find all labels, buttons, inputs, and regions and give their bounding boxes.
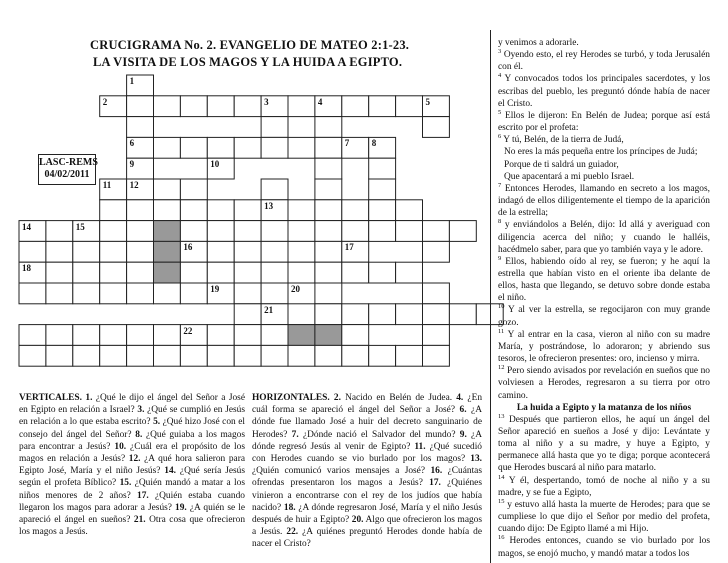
grid-cell[interactable] (19, 241, 46, 262)
grid-number: 17 (344, 242, 354, 253)
grid-cell[interactable] (315, 200, 342, 221)
clue-number: 7. (291, 429, 299, 440)
clue-number: 15. (119, 478, 132, 489)
clue-text: ¿Quién comunicó varios mensajes a José? (252, 466, 431, 477)
grid-cell[interactable] (449, 221, 476, 242)
grid-cell[interactable] (261, 179, 288, 200)
verse-number: 16 (498, 534, 505, 542)
grid-cell[interactable] (369, 262, 396, 283)
verse-text: Pero siendo avisados por revelación en sueños que no volviesen a Herodes, regresaron a su tierra por otro camino. (498, 366, 710, 401)
clue-number: 8. (135, 429, 143, 440)
verse-text: y enviándolos a Belén, dijo: Id allá y averiguad con diligencia acerca del niño; y cuando le halléis, hacédmelo saber, para que yo también vaya y le adore. (498, 220, 710, 255)
verse-text: La huida a Egipto y la matanza de los niños (516, 402, 692, 413)
verse (498, 110, 710, 134)
grid-cell[interactable] (154, 283, 181, 304)
clue-number: 1. (85, 393, 93, 403)
grid-number: 18 (22, 263, 31, 274)
grid-cell[interactable] (127, 96, 154, 117)
grid-cell[interactable] (180, 179, 207, 200)
verse-number: 5 (498, 108, 502, 116)
grid-number: 13 (264, 200, 274, 211)
grid-cell[interactable] (288, 345, 315, 366)
grid-cell[interactable] (315, 158, 342, 179)
grid-cell[interactable] (154, 137, 181, 158)
grid-number: 10 (210, 159, 220, 170)
grid-cell[interactable] (100, 221, 127, 242)
grid-cell[interactable] (100, 200, 127, 221)
clue-number: 17. (429, 478, 441, 489)
grid-cell[interactable] (234, 304, 261, 325)
grid-cell[interactable] (46, 241, 73, 262)
grid-cell[interactable] (46, 325, 73, 346)
verse-number: 11 (498, 327, 505, 335)
grid-cell[interactable] (19, 283, 46, 304)
grid-cell[interactable] (261, 241, 288, 262)
grid-cell[interactable] (180, 137, 207, 158)
grid-cell[interactable] (127, 117, 154, 138)
grid-number: 15 (75, 221, 85, 232)
verse-text: Después que partieron ellos, he aquí un ángel del Señor apareció en sueños a José y dijo: Levántate y toma al niño y a su madre, y huye a Egipto, y permanece allá hasta que yo te diga; porque acontecerá que Herodes buscará al niño para matarlo. (498, 414, 710, 474)
grid-cell[interactable] (288, 325, 315, 346)
grid-number: 22 (183, 325, 193, 336)
clue-text: ¿A quiénes preguntó Herodes donde había de nacer el Cristo? (252, 527, 482, 550)
grid-cell[interactable] (73, 345, 100, 366)
grid-number: 1 (129, 76, 135, 86)
grid-cell[interactable] (127, 262, 154, 283)
grid-cell[interactable] (207, 241, 234, 262)
verse (498, 365, 710, 401)
clue-text: Nacido en Belén de Judea. (340, 393, 457, 403)
grid-cell[interactable] (288, 96, 315, 117)
grid-cell[interactable] (73, 283, 100, 304)
verse (498, 73, 710, 109)
grid-cell[interactable] (180, 283, 207, 304)
clue-text: ¿Qué se cumplió en Jesús en relación a lo que estaba escrito? (19, 405, 245, 428)
grid-cell[interactable] (342, 221, 369, 242)
grid-cell[interactable] (127, 221, 154, 242)
verse (498, 146, 710, 158)
clue-heading: HORIZONTALES. (252, 393, 330, 403)
clue-number: 16. (430, 466, 443, 477)
grid-number: 3 (264, 96, 269, 107)
verse-text: y estuvo allá hasta la muerte de Herodes; para que se cumpliese lo que dijo el Señor por medio del profeta, cuando dijo: De Egipto llamé a mi Hijo. (498, 499, 710, 535)
verse (498, 329, 710, 365)
clue-number: 3. (137, 405, 145, 416)
grid-cell[interactable] (449, 304, 476, 325)
verse-text: Y tú, Belén, de la tierra de Judá, (501, 135, 624, 146)
verse-text: Porque de ti saldrá un guiador, (504, 159, 619, 170)
verse (498, 535, 710, 559)
grid-cell[interactable] (73, 262, 100, 283)
verse-number: 9 (498, 254, 502, 262)
verse (498, 49, 710, 73)
grid-number: 16 (183, 242, 193, 253)
clue-text: ¿A dónde regresaron José, María y el niño Jesús después de huir a Egipto? (252, 502, 482, 526)
grid-cell[interactable] (315, 137, 342, 158)
clue-text: Otra cosa que ofrecieron los magos a Jesús. (19, 515, 246, 538)
grid-cell[interactable] (19, 325, 46, 346)
grid-cell[interactable] (180, 96, 207, 117)
grid-cell[interactable] (261, 221, 288, 242)
grid-cell[interactable] (207, 137, 234, 158)
grid-cell[interactable] (315, 241, 342, 262)
grid-cell[interactable] (315, 325, 342, 346)
grid-number: 5 (425, 96, 430, 107)
clue-text: ¿Qué le dijo el ángel del Señor a José en Egipto en relación a Israel? (19, 393, 245, 416)
grid-cell[interactable] (342, 345, 369, 366)
grid-cell[interactable] (100, 262, 127, 283)
clue-text: ¿A dónde fue llamado José a huir del decreto sanguinario de Herodes? (252, 405, 482, 440)
verse-text: Oyendo esto, el rey Herodes se turbó, y toda Jerusalén con él. (498, 50, 710, 73)
grid-cell[interactable] (234, 96, 261, 117)
grid-cell[interactable] (207, 345, 234, 366)
clue-text: ¿Cuál era el propósito de los magos en relación a Jesús? (19, 441, 245, 465)
grid-cell[interactable] (261, 345, 288, 366)
grid-cell[interactable] (127, 241, 154, 262)
author-stamp (38, 154, 96, 185)
grid-cell[interactable] (396, 96, 423, 117)
verse-number: 3 (498, 48, 502, 56)
grid-cell[interactable] (180, 262, 207, 283)
grid-cell[interactable] (342, 200, 369, 221)
grid-cell[interactable] (396, 345, 423, 366)
clue-text: ¿Quiénes vinieron a encontrarse con el rey de los judíos que había nacido? (252, 478, 482, 513)
grid-cell[interactable] (396, 262, 423, 283)
grid-cell[interactable] (234, 345, 261, 366)
grid-cell[interactable] (46, 221, 73, 242)
clue-text: Algo que ofrecieron los magos a Jesús. (252, 515, 482, 538)
grid-cell[interactable] (73, 325, 100, 346)
grid-number: 11 (102, 180, 112, 190)
section-heading (498, 402, 710, 414)
grid-cell[interactable] (369, 96, 396, 117)
verse-number: 6 (498, 133, 502, 141)
verse (498, 183, 710, 219)
verse-number: 4 (498, 72, 502, 80)
grid-cell[interactable] (127, 325, 154, 346)
clue-number: 2. (333, 393, 341, 403)
grid-cell[interactable] (288, 262, 315, 283)
grid-cell[interactable] (288, 221, 315, 242)
grid-cell[interactable] (342, 304, 369, 325)
grid-cell[interactable] (234, 283, 261, 304)
grid-cell[interactable] (46, 262, 73, 283)
verse-number: 10 (498, 303, 505, 311)
clue-text: ¿A dónde regresó Jesús al venir de Egipto? (252, 429, 482, 452)
grid-cell[interactable] (207, 325, 234, 346)
verse (498, 499, 710, 535)
grid-cell[interactable] (127, 283, 154, 304)
grid-cell[interactable] (180, 200, 207, 221)
clue-text: ¿Qué hizo José con el consejo del ángel del Señor? (19, 417, 245, 440)
page-title: CRUCIGRAMA No. 2. EVANGELIO DE MATEO 2:1-23. (90, 38, 410, 52)
grid-cell[interactable] (154, 262, 181, 283)
grid-cell[interactable] (154, 221, 181, 242)
grid-cell[interactable] (369, 304, 396, 325)
verse (498, 37, 710, 49)
horizontales-clues (252, 392, 482, 551)
clue-number: 17. (137, 490, 149, 501)
grid-cell[interactable] (207, 96, 234, 117)
grid-number: 4 (317, 96, 323, 107)
grid-cell[interactable] (261, 262, 288, 283)
verticales-clues (19, 392, 245, 538)
grid-cell[interactable] (288, 241, 315, 262)
grid-cell[interactable] (342, 325, 369, 346)
verse-text: Y al ver la estrella, se regocijaron con muy grande gozo. (498, 305, 710, 328)
grid-cell[interactable] (288, 200, 315, 221)
grid-cell[interactable] (154, 241, 181, 262)
grid-cell[interactable] (46, 283, 73, 304)
grid-cell[interactable] (369, 221, 396, 242)
verse-text: y venimos a adorarle. (498, 38, 579, 48)
grid-cell[interactable] (100, 325, 127, 346)
grid-cell[interactable] (315, 304, 342, 325)
clue-text: ¿Qué sucedió con Herodes cuando se vio burlado por los magos? (252, 441, 482, 465)
verse-number: 15 (498, 497, 505, 505)
clue-number: 12. (128, 454, 141, 465)
grid-cell[interactable] (180, 221, 207, 242)
grid-cell[interactable] (127, 345, 154, 366)
clue-text: ¿Dónde nació el Salvador del mundo? (298, 429, 460, 440)
verse-text: No eres la más pequeña entre los príncipes de Judá; (504, 147, 698, 158)
clue-heading: VERTICALES. (19, 393, 82, 403)
clue-text: ¿A qué hora salieron para Egipto José, María y el niño Jesús? (19, 454, 245, 477)
clue-text: ¿Cuántas ofrendas presentaron los magos a Jesús? (252, 466, 482, 489)
clue-text: ¿Qué guiaba a los magos para encontrar a Jesús? (19, 429, 245, 452)
grid-cell[interactable] (46, 345, 73, 366)
grid-cell[interactable] (288, 304, 315, 325)
grid-cell[interactable] (154, 325, 181, 346)
grid-cell[interactable] (396, 221, 423, 242)
verse (498, 134, 710, 146)
verse-number: 13 (498, 412, 505, 420)
grid-cell[interactable] (423, 283, 450, 304)
clue-number: 20. (351, 515, 364, 526)
grid-cell[interactable] (73, 241, 100, 262)
verse (498, 171, 710, 183)
grid-number: 14 (22, 221, 31, 232)
grid-cell[interactable] (100, 241, 127, 262)
grid-cell[interactable] (315, 262, 342, 283)
grid-cell[interactable] (396, 200, 423, 221)
grid-number: 2 (102, 96, 108, 107)
grid-cell[interactable] (234, 325, 261, 346)
grid-cell[interactable] (127, 200, 154, 221)
column-divider (490, 30, 491, 563)
grid-cell[interactable] (100, 283, 127, 304)
stamp-line1: LASC-REMS (39, 157, 98, 168)
stamp-line2: 04/02/2011 (44, 169, 90, 180)
grid-cell[interactable] (315, 117, 342, 138)
grid-cell[interactable] (396, 304, 423, 325)
verse (498, 256, 710, 305)
grid-cell[interactable] (207, 221, 234, 242)
verse-text: Ellos le dijeron: En Belén de Judea; porque así está escrito por el profeta: (498, 110, 710, 134)
clue-text: ¿Quién mandó a matar a los niños menores de 2 años? (19, 478, 245, 501)
grid-number: 8 (371, 138, 377, 149)
verse (498, 159, 710, 171)
grid-cell[interactable] (315, 283, 342, 304)
grid-number: 6 (129, 138, 135, 149)
verse-number: 14 (498, 473, 505, 481)
verse-text: Que apacentará a mi pueblo Israel. (504, 171, 635, 182)
grid-cell[interactable] (261, 283, 288, 304)
grid-cell[interactable] (234, 262, 261, 283)
verse-text: Entonces Herodes, llamando en secreto a los magos, indagó de ellos diligentemente el tiempo de la aparición de la estrella; (498, 183, 710, 219)
grid-cell[interactable] (315, 221, 342, 242)
clue-number: 19. (175, 502, 187, 513)
grid-cell[interactable] (288, 137, 315, 158)
grid-cell[interactable] (154, 96, 181, 117)
grid-cell[interactable] (207, 262, 234, 283)
grid-number: 21 (264, 304, 274, 315)
clue-number: 22. (286, 527, 299, 538)
verse-number: 12 (498, 364, 505, 372)
grid-cell[interactable] (423, 221, 450, 242)
grid-number: 9 (129, 159, 135, 170)
grid-cell[interactable] (234, 137, 261, 158)
grid-cell[interactable] (154, 179, 181, 200)
verse (498, 304, 710, 328)
clue-text: ¿Quién estaba cuando llegaron los magos para adorar a Jesús? (19, 490, 245, 513)
verse-number: 8 (498, 218, 502, 226)
grid-cell[interactable] (342, 262, 369, 283)
clue-number: 14. (164, 466, 176, 477)
grid-cell[interactable] (369, 345, 396, 366)
grid-cell[interactable] (261, 137, 288, 158)
verse (498, 219, 710, 255)
grid-cell[interactable] (423, 117, 450, 138)
clue-number: 21. (133, 515, 146, 526)
grid-cell[interactable] (234, 241, 261, 262)
verse-number: 7 (498, 181, 502, 189)
grid-cell[interactable] (423, 241, 450, 262)
verse (498, 475, 710, 499)
clue-number: 6. (459, 405, 467, 416)
clue-number: 13. (470, 454, 482, 465)
grid-cell[interactable] (369, 158, 396, 179)
grid-cell[interactable] (207, 200, 234, 221)
grid-cell[interactable] (100, 345, 127, 366)
grid-cell[interactable] (423, 345, 450, 366)
grid-number: 7 (344, 138, 350, 149)
clue-number: 10. (114, 441, 127, 452)
verse-text: Y al entrar en la casa, vieron al niño con su madre María, y postrándose, lo adoraron; y abriendo sus tesoros, le ofrecieron presentes: oro, incienso y mirra. (498, 329, 710, 365)
clue-text: ¿A quién se le apareció el ángel en sueños? (19, 502, 245, 526)
grid-cell[interactable] (261, 117, 288, 138)
verse (498, 414, 710, 475)
clue-text: ¿Qué sería Jesús según el profeta Bíblico? (19, 466, 245, 489)
clue-number: 9. (459, 429, 467, 440)
grid-cell[interactable] (315, 345, 342, 366)
grid-cell[interactable] (154, 200, 181, 221)
grid-cell[interactable] (423, 325, 450, 346)
grid-cell[interactable] (180, 345, 207, 366)
grid-cell[interactable] (423, 304, 450, 325)
grid-cell[interactable] (19, 345, 46, 366)
page-subtitle: LA VISITA DE LOS MAGOS Y LA HUIDA A EGIPTO. (93, 55, 403, 69)
grid-cell[interactable] (154, 345, 181, 366)
grid-cell[interactable] (369, 200, 396, 221)
verse-text: Y él, despertando, tomó de noche al niño y a su madre, y se fue a Egipto, (498, 475, 710, 498)
grid-number: 20 (291, 284, 300, 294)
grid-number: 19 (210, 284, 220, 294)
clue-number: 4. (456, 393, 464, 403)
scripture-text (498, 37, 710, 560)
clue-number: 5. (153, 417, 161, 428)
grid-cell[interactable] (261, 325, 288, 346)
verse-text: Y convocados todos los principales sacerdotes, y los escribas del pueblo, les preguntó dónde había de nacer el Cristo. (498, 74, 710, 109)
verse-text: Ellos, habiendo oído al rey, se fueron; y he aquí la estrella que habían visto en el oriente iba delante de ellos, hasta que llegando, se detuvo sobre donde estaba el niño. (498, 256, 710, 304)
grid-cell[interactable] (315, 179, 342, 200)
verse-text: Herodes entonces, cuando se vio burlado por los magos, se enojó mucho, y mandó matar a todos los (498, 536, 710, 559)
grid-cell[interactable] (342, 96, 369, 117)
grid-cell[interactable] (234, 200, 261, 221)
clue-number: 18. (283, 502, 296, 513)
grid-cell[interactable] (369, 179, 396, 200)
clue-text: ¿En cuál forma se apareció el ángel del Señor a José? (252, 393, 483, 416)
grid-cell[interactable] (234, 221, 261, 242)
grid-number: 12 (129, 180, 139, 190)
clue-number: 11. (414, 441, 426, 452)
